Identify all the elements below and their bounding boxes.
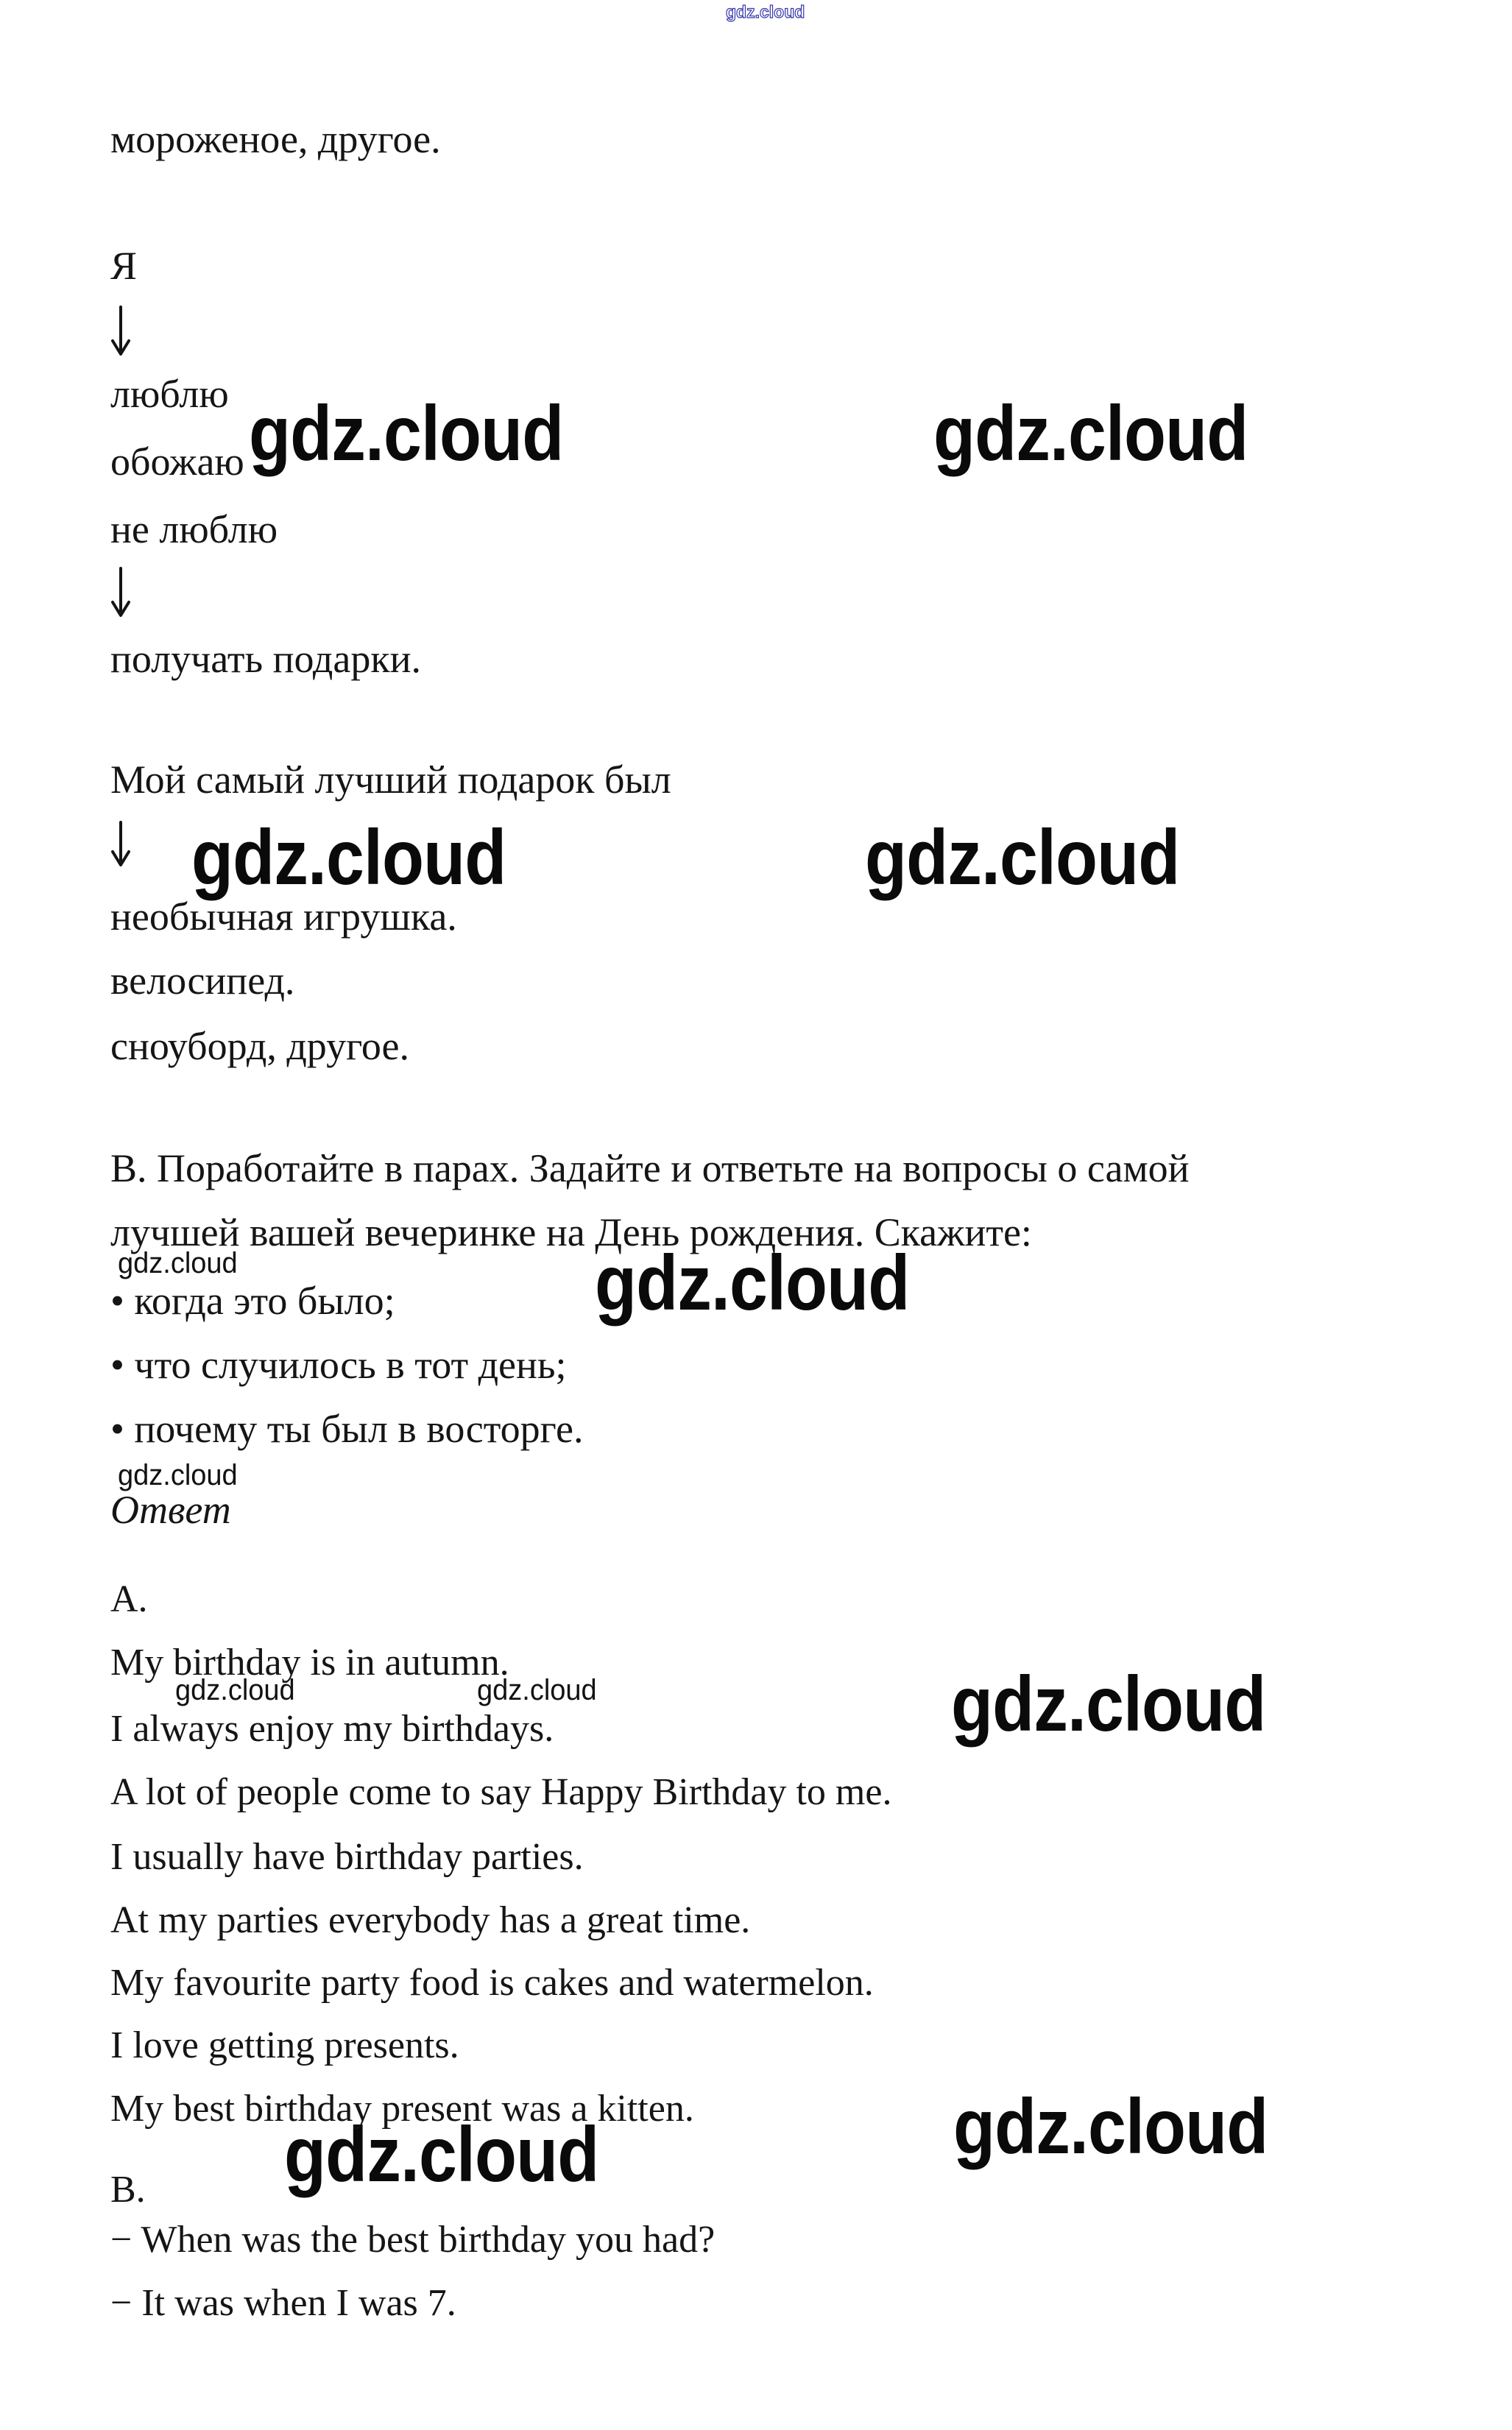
text-line: получать подарки.: [110, 637, 422, 681]
watermark-gdz-cloud: gdz.cloud: [191, 814, 506, 901]
section-a-label: A.: [110, 1578, 148, 1620]
text-line: I love getting presents.: [110, 2024, 459, 2066]
text-line: Я: [110, 244, 138, 288]
watermark-gdz-cloud: gdz.cloud: [284, 2111, 599, 2198]
text-line: Мой самый лучший подарок был: [110, 757, 671, 802]
text-line: My best birthday present was a kitten.: [110, 2088, 694, 2130]
text-line: My favourite party food is cakes and watermelon.: [110, 1962, 874, 2004]
text-line: велосипед.: [110, 958, 295, 1003]
text-line: A lot of people come to say Happy Birthday to me.: [110, 1771, 892, 1813]
task-instruction-line: лучшей вашей вечеринке на День рождения. Скажите:: [110, 1210, 1032, 1254]
bullet-item: • когда это было;: [110, 1279, 395, 1323]
text-line: At my parties everybody has a great time.: [110, 1899, 751, 1941]
text-line: не люблю: [110, 507, 278, 551]
down-arrow-icon: [109, 821, 141, 873]
watermark-gdz-cloud-top: gdz.cloud: [726, 2, 805, 21]
text-line: I always enjoy my birthdays.: [110, 1708, 554, 1750]
watermark-gdz-cloud: gdz.cloud: [595, 1240, 910, 1327]
watermark-gdz-cloud: gdz.cloud: [249, 390, 564, 477]
text-line: мороженое, другое.: [110, 117, 441, 161]
watermark-gdz-cloud: gdz.cloud: [865, 814, 1180, 901]
watermark-gdz-cloud-small: gdz.cloud: [118, 1459, 238, 1491]
watermark-gdz-cloud: gdz.cloud: [951, 1661, 1266, 1748]
bullet-item: • что случилось в тот день;: [110, 1343, 567, 1387]
watermark-gdz-cloud: gdz.cloud: [953, 2083, 1268, 2170]
dialog-answer-line: − It was when I was 7.: [110, 2282, 456, 2324]
answer-label: Ответ: [110, 1488, 231, 1532]
text-line: обожаю: [110, 439, 244, 484]
task-instruction-line: В. Поработайте в парах. Задайте и ответьте на вопросы о самой: [110, 1146, 1190, 1190]
watermark-gdz-cloud: gdz.cloud: [933, 390, 1248, 477]
text-line: I usually have birthday parties.: [110, 1836, 584, 1878]
down-arrow-icon: [109, 567, 141, 624]
watermark-gdz-cloud-small: gdz.cloud: [477, 1674, 597, 1706]
watermark-gdz-cloud-small: gdz.cloud: [175, 1674, 295, 1706]
text-line: люблю: [110, 372, 229, 416]
text-line: необычная игрушка.: [110, 894, 457, 939]
text-line: сноуборд, другое.: [110, 1024, 410, 1068]
section-b-label: B.: [110, 2169, 146, 2211]
watermark-gdz-cloud-small: gdz.cloud: [118, 1247, 238, 1279]
down-arrow-icon: [109, 305, 141, 362]
text-line: My birthday is in autumn.: [110, 1642, 509, 1684]
bullet-item: • почему ты был в восторге.: [110, 1407, 584, 1451]
dialog-question-line: − When was the best birthday you had?: [110, 2219, 716, 2261]
